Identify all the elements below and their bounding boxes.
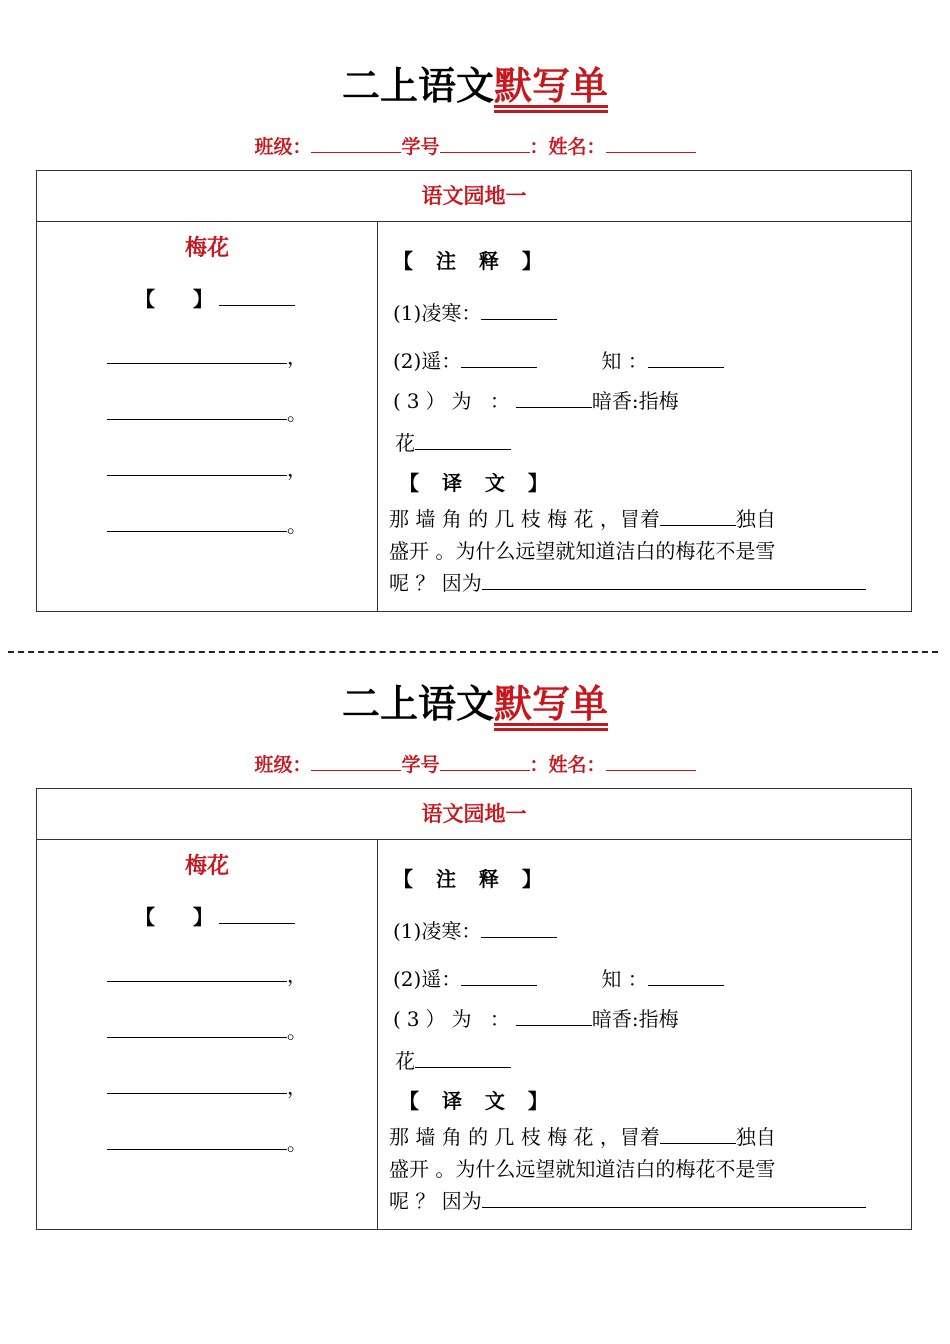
- poem-line-blank[interactable]: [107, 961, 287, 982]
- translation-text: 那 墙 角 的 几 枝 梅 花 ，冒着: [389, 507, 660, 531]
- poem-title: 梅花: [184, 853, 229, 879]
- translation-blank-1[interactable]: [660, 1123, 736, 1144]
- note-3b-label: 暗香:指梅: [591, 389, 679, 413]
- name-label: ：姓名：: [529, 754, 606, 776]
- cut-line-divider: [8, 651, 938, 653]
- title-red: 默写单: [494, 63, 609, 108]
- poem-line-blank[interactable]: [107, 399, 287, 420]
- translation-heading: 【 译 文 】: [399, 471, 556, 495]
- author-bracket-close: 】: [193, 287, 213, 311]
- note-2a-blank[interactable]: [461, 347, 537, 368]
- translation-blank-1[interactable]: [660, 505, 736, 526]
- note-1: [393, 297, 557, 326]
- poem-line-punct: ，: [287, 963, 307, 987]
- poem-line-punct: 。: [287, 513, 307, 537]
- title-black: 二上语文: [341, 63, 494, 108]
- worksheet-title: [0, 58, 950, 114]
- notes-column: [379, 221, 911, 611]
- note-2a-label: (2)遥：: [393, 349, 462, 373]
- student-info-line: [0, 134, 950, 160]
- note-3: [393, 1003, 679, 1032]
- column-divider: [377, 221, 378, 611]
- column-divider: [377, 839, 378, 1229]
- worksheet-title: [0, 676, 950, 732]
- note-1-blank[interactable]: [481, 299, 557, 320]
- note-2: [393, 345, 724, 374]
- poem-line-punct: ，: [287, 457, 307, 481]
- class-blank[interactable]: [311, 752, 401, 771]
- name-blank[interactable]: [606, 134, 696, 153]
- author-line: [135, 901, 295, 930]
- note-3c-blank[interactable]: [415, 429, 511, 450]
- translation-text: 那 墙 角 的 几 枝 梅 花 ，冒着: [389, 1125, 660, 1149]
- poem-line: [107, 509, 307, 538]
- translation-line-3: [389, 567, 866, 596]
- number-blank[interactable]: [440, 752, 530, 771]
- translation-line-2: 盛开 。为什么远望就知道洁白的梅花不是雪: [389, 1157, 776, 1181]
- poem-line-punct: 。: [287, 1131, 307, 1155]
- poem-line-blank[interactable]: [107, 1129, 287, 1150]
- poem-line-punct: ，: [287, 1075, 307, 1099]
- note-3a-label: (3）为 ：: [393, 1007, 516, 1031]
- translation-line-1: [389, 1121, 776, 1150]
- poem-line: [107, 959, 307, 988]
- dictation-table: [36, 170, 912, 612]
- number-label: 学号: [401, 136, 440, 158]
- poem-line: [107, 1015, 307, 1044]
- dictation-table: [36, 788, 912, 1230]
- class-label: 班级：: [254, 136, 312, 158]
- translation-text: 呢 ？ 因为: [389, 571, 482, 595]
- poem-line: [107, 1127, 307, 1156]
- note-2a-label: (2)遥：: [393, 967, 462, 991]
- poem-line: [107, 341, 307, 370]
- note-2a-blank[interactable]: [461, 965, 537, 986]
- poem-title: 梅花: [184, 235, 229, 261]
- translation-heading: 【 译 文 】: [399, 1089, 556, 1113]
- author-blank[interactable]: [219, 903, 295, 924]
- note-1-label: (1)凌寒：: [393, 301, 482, 325]
- note-3a-blank[interactable]: [516, 1005, 592, 1026]
- author-line: [135, 283, 295, 312]
- note-1-blank[interactable]: [481, 917, 557, 938]
- note-2b-blank[interactable]: [648, 347, 724, 368]
- translation-blank-2[interactable]: [482, 1187, 866, 1208]
- translation-text: 呢 ？ 因为: [389, 1189, 482, 1213]
- author-bracket-open: 【: [135, 905, 155, 929]
- unit-title: 语文园地一: [37, 789, 911, 840]
- poem-column: [37, 839, 377, 1229]
- translation-line-3: [389, 1185, 866, 1214]
- note-3b-label: 暗香:指梅: [591, 1007, 679, 1031]
- poem-line-punct: ，: [287, 345, 307, 369]
- author-bracket-close: 】: [193, 905, 213, 929]
- note-3c-label: 花: [395, 431, 415, 455]
- translation-line-2: 盛开 。为什么远望就知道洁白的梅花不是雪: [389, 539, 776, 563]
- author-bracket-open: 【: [135, 287, 155, 311]
- note-2: [393, 963, 724, 992]
- title-black: 二上语文: [341, 681, 494, 726]
- poem-line-blank[interactable]: [107, 455, 287, 476]
- title-red: 默写单: [494, 681, 609, 726]
- note-3-cont: [395, 427, 511, 456]
- poem-line-blank[interactable]: [107, 1017, 287, 1038]
- poem-line-blank[interactable]: [107, 343, 287, 364]
- class-blank[interactable]: [311, 134, 401, 153]
- note-3-cont: [395, 1045, 511, 1074]
- poem-column: [37, 221, 377, 611]
- translation-text: 独自: [735, 1125, 776, 1149]
- note-3: [393, 385, 679, 414]
- note-1-label: (1)凌寒：: [393, 919, 482, 943]
- notes-column: [379, 839, 911, 1229]
- note-2b-label: 知 ：: [601, 349, 648, 373]
- author-blank[interactable]: [219, 285, 295, 306]
- number-blank[interactable]: [440, 134, 530, 153]
- name-label: ：姓名：: [529, 136, 606, 158]
- note-2b-blank[interactable]: [648, 965, 724, 986]
- worksheet-2: [0, 676, 950, 1236]
- poem-line: [107, 1071, 307, 1100]
- number-label: 学号: [401, 754, 440, 776]
- poem-line-punct: 。: [287, 401, 307, 425]
- poem-line: [107, 397, 307, 426]
- notes-heading: 【 注 释 】: [393, 249, 550, 273]
- poem-line-blank[interactable]: [107, 1073, 287, 1094]
- note-2b-label: 知 ：: [601, 967, 648, 991]
- note-3a-blank[interactable]: [516, 387, 592, 408]
- student-info-line: [0, 752, 950, 778]
- poem-line-punct: 。: [287, 1019, 307, 1043]
- translation-text: 独自: [735, 507, 776, 531]
- worksheet-1: [0, 58, 950, 618]
- note-3c-blank[interactable]: [415, 1047, 511, 1068]
- note-3a-label: (3）为 ：: [393, 389, 516, 413]
- unit-title: 语文园地一: [37, 171, 911, 222]
- class-label: 班级：: [254, 754, 312, 776]
- note-3c-label: 花: [395, 1049, 415, 1073]
- translation-line-1: [389, 503, 776, 532]
- name-blank[interactable]: [606, 752, 696, 771]
- poem-line-blank[interactable]: [107, 511, 287, 532]
- translation-blank-2[interactable]: [482, 569, 866, 590]
- notes-heading: 【 注 释 】: [393, 867, 550, 891]
- note-1: [393, 915, 557, 944]
- poem-line: [107, 453, 307, 482]
